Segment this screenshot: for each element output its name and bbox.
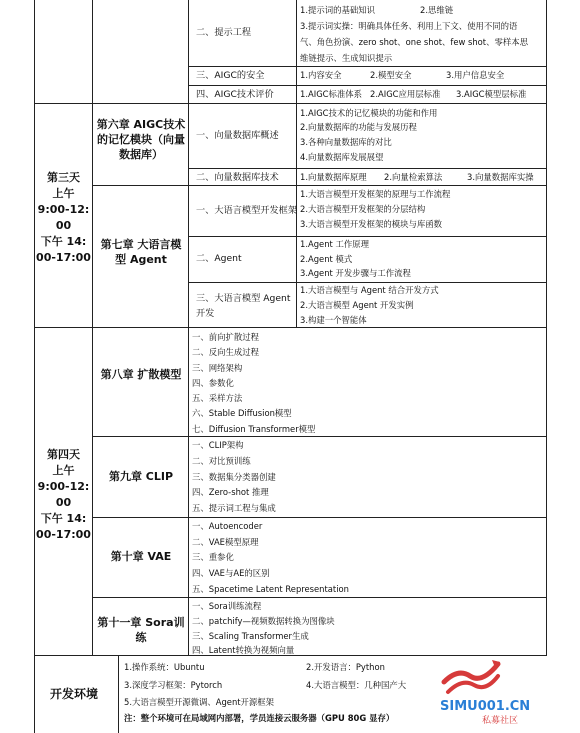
content-item: 3.向量数据库实操 (467, 172, 534, 182)
content-line: 3.大语言模型开发框架的模块与库函数 (300, 219, 442, 229)
section-label: 一、向量数据库概述 (196, 130, 279, 141)
content-item: 1.内容安全 (300, 70, 342, 80)
content-line: 4.向量数据库发展展望 (300, 152, 384, 162)
list-item: 三、数据集分类器创建 (192, 472, 276, 482)
list-item: 四、参数化 (192, 378, 234, 388)
env-line: 4.大语言模型：几种国产大 (306, 680, 407, 690)
list-item: 一、Autoencoder (192, 521, 263, 531)
watermark-site: SIMU001.CN (440, 699, 531, 714)
section-label: 三、大语言模型 Agent 开发 (196, 293, 291, 319)
content-line: 气、角色扮演、zero shot、one shot、few shot、零样本思 (300, 37, 528, 47)
env-line: 3.深度学习框架：Pytorch (124, 680, 223, 690)
section-label: 二、提示工程 (196, 27, 252, 38)
list-item: 四、Latent转换为视频向量 (192, 645, 295, 655)
content-line: 3.构建一个智能体 (300, 315, 367, 325)
content-line: 2.思维链 (420, 5, 454, 15)
content-line: 2.大语言模型 Agent 开发实例 (300, 300, 414, 310)
content-line: 2.向量数据库的功能与发展历程 (300, 122, 417, 132)
content-item: 1.向量数据库原理 (300, 172, 367, 182)
chapter-title: 第八章 扩散模型 (100, 368, 182, 381)
chapter-title: 第六章 AIGC技术的记忆模块（向量数据库） (96, 118, 186, 161)
content-line: 1.Agent 工作原理 (300, 239, 369, 249)
list-item: 一、Sora训练流程 (192, 601, 262, 611)
chapter-title: 第九章 CLIP (108, 470, 174, 483)
content-line: 3.提示词实操：明确具体任务、利用上下文、使用不同的语 (300, 21, 518, 31)
env-line: 5.大语言模型开源微调、Agent开源框架 (124, 697, 275, 707)
day-time-label: 第四天 上午 9:00-12: 00 下午 14: 00-17:00 (36, 448, 91, 541)
section-label: 三、AIGC的安全 (196, 70, 265, 81)
content-item: 2.AIGC应用层标准 (370, 89, 441, 99)
env-line: 1.操作系统：Ubuntu (124, 662, 205, 672)
section-label: 四、AIGC技术评价 (196, 89, 274, 100)
list-item: 一、CLIP架构 (192, 440, 244, 450)
content-line: 1.大语言模型与 Agent 结合开发方式 (300, 285, 439, 295)
chapter-title: 第十一章 Sora训练 (97, 616, 185, 644)
chapter-title: 第十章 VAE (110, 550, 172, 563)
dev-env-label: 开发环境 (50, 687, 99, 701)
content-line: 维链提示、生成知识提示 (300, 53, 393, 63)
content-line: 3.Agent 开发步骤与工作流程 (300, 268, 411, 278)
content-item: 1.AIGC标准体系 (300, 89, 363, 99)
list-item: 三、Scaling Transformer生成 (192, 631, 309, 641)
env-line: 2.开发语言：Python (306, 662, 385, 672)
list-item: 四、VAE与AE的区别 (192, 568, 270, 578)
list-item: 五、Spacetime Latent Representation (192, 584, 349, 594)
chapter-title: 第七章 大语言模型 Agent (100, 238, 182, 266)
day-time-label: 第三天 上午 9:00-12: 00 下午 14: 00-17:00 (36, 171, 91, 264)
content-item: 2.模型安全 (370, 70, 412, 80)
content-line: 2.Agent 模式 (300, 254, 353, 264)
list-item: 二、VAE模型原理 (192, 537, 259, 547)
list-item: 三、网络架构 (192, 363, 243, 373)
section-label: 二、向量数据库技术 (196, 172, 279, 183)
list-item: 五、采样方法 (192, 393, 243, 403)
content-line: 3.各种向量数据库的对比 (300, 137, 392, 147)
list-item: 七、Diffusion Transformer模型 (192, 424, 316, 434)
list-item: 六、Stable Diffusion模型 (192, 408, 292, 418)
list-item: 二、对比预训练 (192, 456, 251, 466)
content-line: 1.AIGC技术的记忆模块的功能和作用 (300, 108, 438, 118)
env-note: 注：整个环境可在局域网内部署，学员连接云服务器（GPU 80G 显存） (124, 713, 395, 723)
section-label: 二、Agent (196, 253, 242, 264)
list-item: 二、反向生成过程 (192, 347, 259, 357)
content-item: 3.用户信息安全 (446, 70, 505, 80)
content-item: 2.向量检索算法 (384, 172, 443, 182)
content-line: 1.大语言模型开发框架的原理与工作流程 (300, 189, 451, 199)
list-item: 一、前向扩散过程 (192, 332, 259, 342)
content-item: 3.AIGC模型层标准 (456, 89, 527, 99)
list-item: 五、提示词工程与集成 (192, 503, 276, 513)
content-line: 1.提示词的基础知识 (300, 5, 375, 15)
watermark-sub: 私募社区 (482, 716, 519, 726)
content-line: 2.大语言模型开发框架的分层结构 (300, 204, 426, 214)
list-item: 四、Zero-shot 推理 (192, 487, 269, 497)
simu-logo-icon (440, 652, 502, 700)
list-item: 二、patchify—视频数据转换为图像块 (192, 616, 335, 626)
section-label: 一、大语言模型开发框架 (196, 205, 298, 216)
list-item: 三、重参化 (192, 552, 234, 562)
